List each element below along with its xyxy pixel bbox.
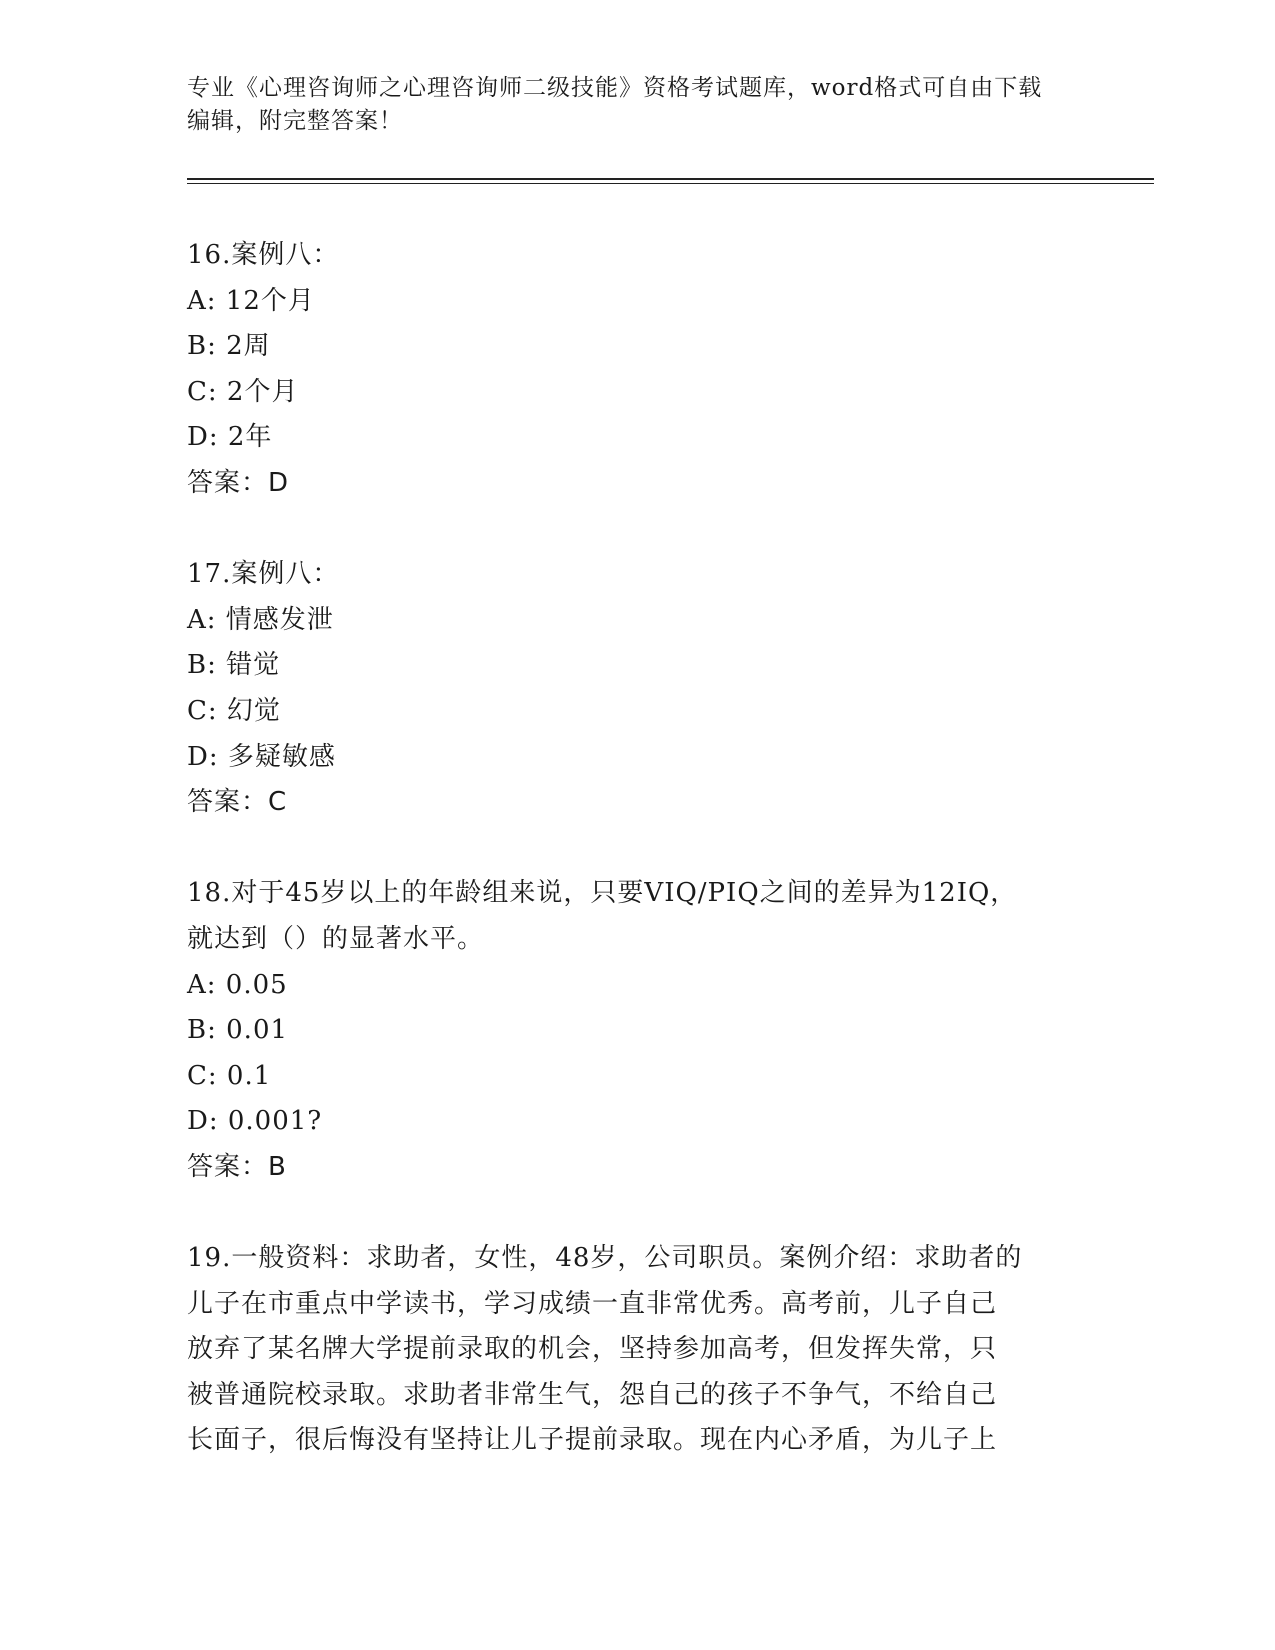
option-a: A: 情感发泄 <box>187 604 334 635</box>
question-stem-line: 放弃了某名牌大学提前录取的机会，坚持参加高考，但发挥失常，只 <box>187 1334 998 1365</box>
answer: 答案：D <box>187 467 290 498</box>
spacer <box>187 507 1087 553</box>
question-stem-line: 就达到（）的显著水平。 <box>187 923 485 954</box>
option-d: D: 2年 <box>187 422 273 453</box>
spacer <box>187 1190 1087 1236</box>
option-b: B: 错觉 <box>187 650 281 681</box>
question-stem: 16.案例八： <box>187 240 340 270</box>
option-a: A: 12个月 <box>187 285 315 316</box>
question-17 <box>187 552 1087 826</box>
answer: 答案：C <box>187 787 288 818</box>
document-header <box>187 72 1087 138</box>
answer: 答案：B <box>187 1151 287 1182</box>
header-line-2: 编辑，附完整答案！ <box>187 108 403 134</box>
option-c: C: 0.1 <box>187 1060 272 1091</box>
header-line-1: 专业《心理咨询师之心理咨询师二级技能》资格考试题库，word格式可自由下载 <box>187 75 1043 101</box>
option-a: A: 0.05 <box>187 969 288 1000</box>
question-19 <box>187 1236 1087 1464</box>
header-divider <box>187 178 1154 184</box>
option-d: D: 0.001? <box>187 1106 323 1137</box>
question-stem-line: 长面子，很后悔没有坚持让儿子提前录取。现在内心矛盾，为儿子上 <box>187 1425 998 1456</box>
question-stem: 17.案例八： <box>187 559 340 590</box>
question-stem-line: 儿子在市重点中学读书，学习成绩一直非常优秀。高考前，儿子自己 <box>187 1288 998 1319</box>
question-stem-line: 19.一般资料：求助者，女性，48岁，公司职员。案例介绍：求助者的 <box>187 1243 1023 1274</box>
option-c: C: 2个月 <box>187 376 299 407</box>
question-stem-line: 被普通院校录取。求助者非常生气，怨自己的孩子不争气，不给自己 <box>187 1379 998 1410</box>
question-18 <box>187 871 1087 1190</box>
option-b: B: 0.01 <box>187 1015 289 1046</box>
question-16 <box>187 233 1087 507</box>
question-list <box>187 233 1087 1464</box>
option-c: C: 幻觉 <box>187 695 281 726</box>
option-d: D: 多疑敏感 <box>187 741 336 772</box>
spacer <box>187 826 1087 872</box>
option-b: B: 2周 <box>187 331 271 362</box>
question-stem-line: 18.对于45岁以上的年龄组来说，只要VIQ/PIQ之间的差异为12IQ， <box>187 878 1018 909</box>
